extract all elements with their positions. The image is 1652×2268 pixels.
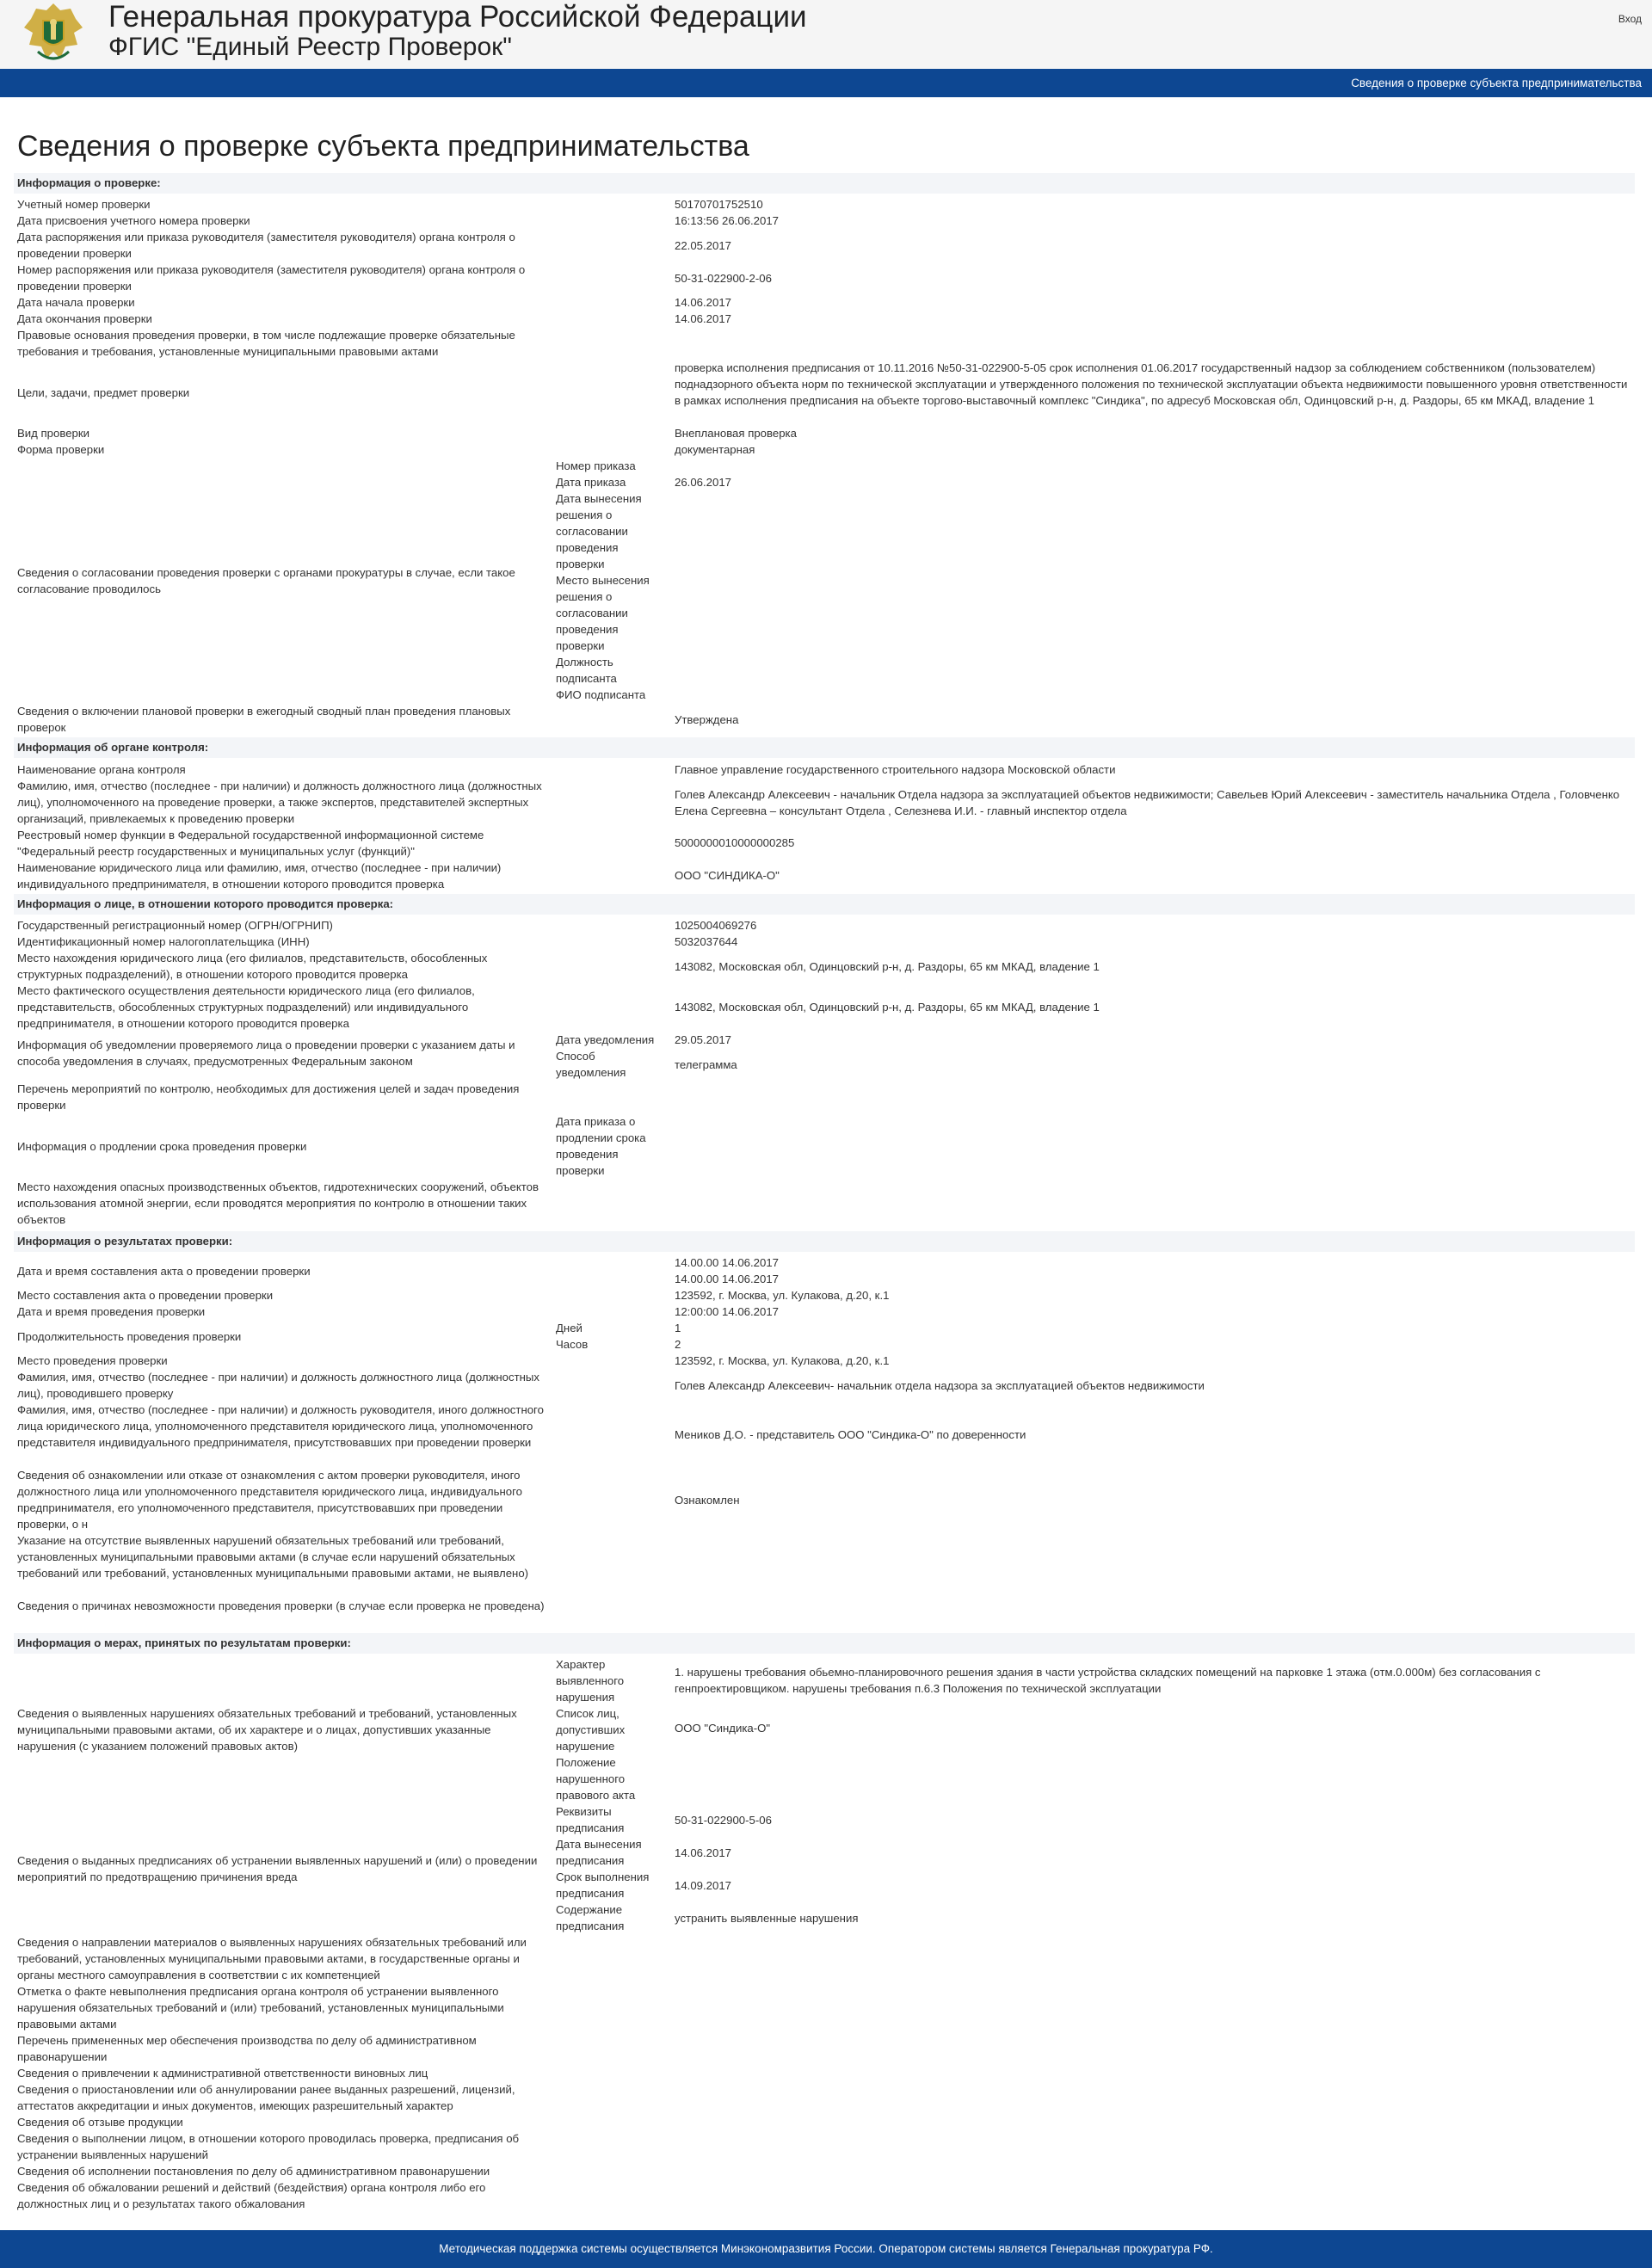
subfield-label: Содержание предписания — [556, 1903, 625, 1932]
field-row — [0, 934, 1652, 950]
field-label: Сведения об исполнении постановления по делу об административном правонарушении — [17, 2165, 490, 2178]
field-row — [0, 1369, 1652, 1402]
subfield-value: 14.06.2017 — [675, 1846, 732, 1859]
field-value: 123592, г. Москва, ул. Кулакова, д.20, к.1 — [675, 1354, 890, 1367]
field-label: Перечень мероприятий по контролю, необходимых для достижения целей и задач проведения проверки — [17, 1082, 520, 1112]
field-value: 1025004069276 — [675, 919, 757, 932]
field-label: Сведения о выявленных нарушениях обязательных требований и требований, установленных муниципальными правовыми актами, об их характере и о лицах, допустивших указанные нарушения (с указанием положений правовых актов) — [17, 1707, 517, 1753]
field-row — [0, 917, 1652, 934]
field-row — [0, 360, 1652, 425]
field-label: Информация о продлении срока проведения проверки — [17, 1139, 307, 1153]
field-label: Учетный номер проверки — [17, 198, 151, 211]
section-header-subject: Информация о лице, в отношении которого проводится проверка: — [14, 894, 1635, 915]
field-value: Голев Александр Алексеевич- начальник отдела надзора за эксплуатацией объектов недвижимости — [675, 1378, 1205, 1392]
subfield-value: 50-31-022900-5-06 — [675, 1813, 772, 1827]
field-label: Наименование органа контроля — [17, 763, 186, 776]
field-value: 14.00.00 14.06.2017 — [675, 1256, 779, 1269]
field-label: Продолжительность проведения проверки — [17, 1329, 242, 1343]
field-value: Голев Александр Алексеевич - начальник Отдела надзора за эксплуатацией объектов недвижимости; Савельев Юрий Алексеевич - заместитель начальника Отдела , Головченко Елена Сергеевна – консультант Отдела , Селезнева И.И. - главный инспектор отдела — [675, 787, 1620, 817]
field-label: Сведения об ознакомлении или отказе от ознакомления с актом проверки руководителя, иного должностного лица или уполномоченного представителя юридического лица, индивидуального предпринимателя, его уполномоченного представителя, присутствовавших при проведении проверки, о н — [17, 1469, 522, 1531]
field-label: Сведения об обжаловании решений и действий (бездействия) органа контроля либо его должностных лиц и о результатах такого обжалования — [17, 2181, 486, 2210]
field-row — [0, 950, 1652, 983]
field-row — [0, 1113, 1652, 1179]
field-row — [0, 778, 1652, 827]
org-title: Генеральная прокуратура Российской Федерации — [108, 0, 807, 34]
field-label: Сведения об отзыве продукции — [17, 2116, 183, 2129]
field-row — [0, 1303, 1652, 1320]
field-label: Сведения о направлении материалов о выявленных нарушениях обязательных требований или требований, установленных муниципальными правовыми актами, в государственные органы и органы местного самоуправления в соответствии с их компетенцией — [17, 1936, 527, 1981]
subfield-value: устранить выявленные нарушения — [675, 1911, 859, 1925]
field-row — [0, 229, 1652, 262]
field-label: Фамилию, имя, отчество (последнее - при наличии) и должность должностного лица (должностных лиц), уполномоченного на проведение проверки, а также экспертов, представителей экспертных организаций, привлекаемых к проведению проверки — [17, 780, 542, 825]
subfield-row — [0, 1048, 1652, 1081]
field-row — [0, 1254, 1652, 1287]
field-label: Перечень примененных мер обеспечения производства по делу об административном правонарушении — [17, 2034, 477, 2063]
field-row — [0, 1467, 1652, 1532]
page-title: Сведения о проверке субъекта предпринимательства — [17, 130, 749, 163]
subfield-row — [0, 1032, 1652, 1048]
subfield-row — [0, 687, 1652, 703]
field-value: Ознакомлен — [675, 1493, 740, 1507]
field-label: Номер распоряжения или приказа руководителя (заместителя руководителя) органа контроля о проведении проверки — [17, 263, 526, 293]
field-label: Сведения о выполнении лицом, в отношении которого проводилась проверка, предписания об устранении выявленных нарушений — [17, 2132, 520, 2161]
field-row — [0, 860, 1652, 892]
field-value: документарная — [675, 443, 755, 456]
subfield-label: Реквизиты предписания — [556, 1805, 625, 1834]
subfield-value: 29.05.2017 — [675, 1033, 732, 1046]
field-row — [0, 1287, 1652, 1303]
subfield-value: телеграмма — [675, 1057, 737, 1071]
subfield-row — [0, 1803, 1652, 1836]
subfield-label: Характер выявленного нарушения — [556, 1658, 625, 1704]
nav-bar — [0, 69, 1652, 97]
field-value: 16:13:56 26.06.2017 — [675, 214, 779, 227]
field-row — [0, 294, 1652, 311]
field-label: Сведения о причинах невозможности проведения проверки (в случае если проверка не проведена) — [17, 1599, 545, 1612]
field-value: 5032037644 — [675, 935, 738, 948]
section-header-results: Информация о результатах проверки: — [14, 1231, 1635, 1252]
field-row — [0, 441, 1652, 458]
site-footer: Методическая поддержка системы осуществляется Минэкономразвития России. Оператором системы является Генеральная прокуратура РФ. — [0, 2230, 1652, 2268]
subfield-label: ФИО подписанта — [556, 688, 646, 701]
field-value: Внеплановая проверка — [675, 427, 797, 440]
field-row — [0, 2130, 1652, 2163]
field-label: Фамилия, имя, отчество (последнее - при наличии) и должность должностного лица (должностных лиц), проводившего проверку — [17, 1371, 539, 1400]
field-value: 5000000010000000285 — [675, 836, 795, 849]
subfield-row — [0, 458, 1652, 474]
subfield-row — [0, 1901, 1652, 1934]
field-value: 123592, г. Москва, ул. Кулакова, д.20, к.1 — [675, 1289, 890, 1302]
field-value: 14.00.00 14.06.2017 — [675, 1273, 779, 1285]
field-row — [0, 1353, 1652, 1369]
field-row — [0, 1934, 1652, 1983]
field-row — [0, 1402, 1652, 1467]
field-value: 50170701752510 — [675, 198, 763, 211]
field-value: 50-31-022900-2-06 — [675, 271, 772, 285]
subfield-label: Дата приказа — [556, 476, 626, 489]
field-row — [0, 262, 1652, 294]
field-row — [0, 327, 1652, 360]
field-value: Главное управление государственного строительного надзора Московской области — [675, 763, 1116, 776]
section-header-authority: Информация об органе контроля: — [14, 737, 1635, 758]
subfield-label: Дата вынесения предписания — [556, 1838, 642, 1867]
nav-link-inspection-info[interactable]: Сведения о проверке субъекта предпринимательства — [1351, 77, 1642, 89]
field-row — [0, 1532, 1652, 1598]
subfield-label: Часов — [556, 1338, 589, 1351]
field-label: Форма проверки — [17, 443, 105, 456]
login-link[interactable]: Вход — [1618, 13, 1642, 25]
field-label: Государственный регистрационный номер (ОГРН/ОГРНИП) — [17, 919, 333, 932]
field-label: Правовые основания проведения проверки, в том числе подлежащие проверке обязательные требования и требования, установленные муниципальными правовыми актами — [17, 329, 515, 358]
subfield-value: ООО "Синдика-О" — [675, 1722, 771, 1735]
field-label: Место проведения проверки — [17, 1354, 168, 1367]
field-label: Дата окончания проверки — [17, 312, 152, 325]
subfield-label: Номер приказа — [556, 459, 636, 472]
field-row — [0, 196, 1652, 213]
subfield-label: Дней — [556, 1322, 583, 1334]
subfield-row — [0, 1656, 1652, 1705]
field-value: Утверждена — [675, 712, 739, 726]
field-label: Фамилия, имя, отчество (последнее - при наличии) и должность руководителя, иного должностного лица юридического лица, уполномоченного представителя юридического лица, уполномоченного представителя индивидуального предпринимателя, присутствовавших при проведении проверки — [17, 1403, 544, 1449]
field-label: Идентификационный номер налогоплательщика (ИНН) — [17, 935, 310, 948]
subfield-row — [0, 490, 1652, 572]
prosecutor-emblem-icon — [22, 2, 84, 65]
field-label: Сведения о приостановлении или об аннулировании ранее выданных разрешений, лицензий, аттестатов аккредитации и иных документов, имеющих разрешительный характер — [17, 2083, 515, 2112]
field-value: ООО "СИНДИКА-О" — [675, 869, 780, 882]
section-header-measures: Информация о мерах, принятых по результатам проверки: — [14, 1633, 1635, 1654]
field-row — [0, 1081, 1652, 1113]
field-label: Сведения о включении плановой проверки в ежегодный сводный план проведения плановых проверок — [17, 705, 511, 734]
field-value: 22.05.2017 — [675, 238, 732, 252]
field-label: Место нахождения юридического лица (его филиалов, представительств, обособленных структурных подразделений), в отношении которого проводится проверка — [17, 952, 488, 981]
subfield-label: Должность подписанта — [556, 656, 617, 685]
field-label: Дата и время составления акта о проведении проверки — [17, 1264, 311, 1278]
field-row — [0, 2065, 1652, 2081]
field-row — [0, 1598, 1652, 1630]
field-label: Вид проверки — [17, 427, 89, 440]
field-label: Дата распоряжения или приказа руководителя (заместителя руководителя) органа контроля о проведении проверки — [17, 231, 515, 260]
subfield-label: Список лиц, допустивших нарушение — [556, 1707, 626, 1753]
field-label: Место фактического осуществления деятельности юридического лица (его филиалов, представительств, обособленных структурных подразделений) или индивидуального предпринимателя, в отношении которого проводится проверка — [17, 984, 475, 1030]
field-row — [0, 2114, 1652, 2130]
field-row — [0, 2179, 1652, 2212]
field-value: 14.06.2017 — [675, 312, 732, 325]
field-value: 143082, Московская обл, Одинцовский р-н, д. Раздоры, 65 км МКАД, владение 1 — [675, 959, 1100, 973]
field-row — [0, 425, 1652, 441]
subfield-row — [0, 1320, 1652, 1336]
subfield-row — [0, 654, 1652, 687]
subfield-row — [0, 1836, 1652, 1869]
field-label: Место нахождения опасных производственных объектов, гидротехнических сооружений, объектов использования атомной энергии, если проводятся мероприятия по контролю в отношении таких объектов — [17, 1180, 539, 1226]
subfield-row — [0, 572, 1652, 654]
field-row — [0, 311, 1652, 327]
subfield-value: 1. нарушены требования обьемно-планировочного решения здания в части устройства складских помещений на парковке 1 этажа (отм.0.000м) без согласования с генпроектировщиком. нарушены требования п.6.3 Положения по технической эксплуатации — [675, 1666, 1541, 1695]
field-row — [0, 827, 1652, 860]
field-label: Дата начала проверки — [17, 296, 135, 309]
subfield-label: Дата уведомления — [556, 1033, 655, 1046]
field-row — [0, 213, 1652, 229]
section-header-inspection: Информация о проверке: — [14, 173, 1635, 194]
subfield-value: 1 — [675, 1322, 681, 1334]
field-row — [0, 1983, 1652, 2032]
subfield-row — [0, 1336, 1652, 1353]
subfield-label: Место вынесения решения о согласовании проведения проверки — [556, 574, 650, 652]
site-header — [0, 0, 1652, 69]
field-value: проверка исполнения предписания от 10.11.2016 №50-31-022900-5-05 срок исполнения 01.06.2017 государственный надзор за соблюдением собственником (пользователем) поднадзорного объекта норм по технической эксплуатации и утвержденного положения по технической эксплуатации объекта недвижимости повышенного уровня ответственности в рамках исполнения предписания на объекте торгово-выставочный комплекс "Синдика", по адресуб Московская обл, Одинцовский р-н, д. Раздоры, 65 км МКАД, владение 1 — [675, 361, 1628, 407]
field-label: Наименование юридического лица или фамилию, имя, отчество (последнее - при наличии) индивидуального предпринимателя, в отношении которого проводится проверка — [17, 861, 502, 891]
field-label: Место составления акта о проведении проверки — [17, 1289, 274, 1302]
subfield-value: 26.06.2017 — [675, 476, 732, 489]
field-label: Дата присвоения учетного номера проверки — [17, 214, 250, 227]
subfield-value: 14.09.2017 — [675, 1878, 732, 1892]
field-value: 143082, Московская обл, Одинцовский р-н, д. Раздоры, 65 км МКАД, владение 1 — [675, 1001, 1100, 1014]
subfield-row — [0, 1869, 1652, 1901]
field-row — [0, 2032, 1652, 2065]
field-label: Сведения о согласовании проведения проверки с органами прокуратуры в случае, если такое согласование проводилось — [17, 565, 515, 595]
subfield-value: 2 — [675, 1338, 681, 1351]
subfield-label: Дата вынесения решения о согласовании проведения проверки — [556, 492, 642, 570]
field-row — [0, 761, 1652, 778]
subfield-label: Срок выполнения предписания — [556, 1870, 650, 1900]
subfield-row — [0, 1754, 1652, 1803]
field-row — [0, 703, 1652, 736]
field-label: Отметка о факте невыполнения предписания органа контроля об устранении выявленного нарушения обязательных требований и (или) требований, установленных муниципальными правовыми актами — [17, 1985, 504, 2031]
subfield-row — [0, 1705, 1652, 1754]
field-row — [0, 2163, 1652, 2179]
subfield-label: Положение нарушенного правового акта — [556, 1756, 636, 1802]
subfield-label: Способ уведомления — [556, 1050, 626, 1079]
field-value: Меников Д.О. - представитель ООО "Синдика-О" по доверенности — [675, 1427, 1026, 1441]
system-title: ФГИС "Единый Реестр Проверок" — [108, 33, 512, 61]
field-label: Сведения о привлечении к административной ответственности виновных лиц — [17, 2067, 428, 2080]
subfield-row — [0, 474, 1652, 490]
field-label: Цели, задачи, предмет проверки — [17, 385, 190, 399]
field-row — [0, 2081, 1652, 2114]
field-row — [0, 1179, 1652, 1228]
field-label: Реестровый номер функции в Федеральной государственной информационной системе "Федеральный реестр государственных и муниципальных услуг (функций)" — [17, 829, 484, 858]
subfield-label: Дата приказа о продлении срока проведения проверки — [556, 1115, 646, 1177]
field-label: Информация об уведомлении проверяемого лица о проведении проверки с указанием даты и способа уведомления в случаях, предусмотренных Федеральным законом — [17, 1038, 515, 1068]
field-label: Дата и время проведения проверки — [17, 1305, 206, 1318]
field-value: 14.06.2017 — [675, 296, 732, 309]
field-value: 12:00:00 14.06.2017 — [675, 1305, 779, 1318]
field-label: Сведения о выданных предписаниях об устранении выявленных нарушений и (или) о проведении мероприятий по предотвращению причинения вреда — [17, 1854, 538, 1883]
field-row — [0, 983, 1652, 1032]
field-label: Указание на отсутствие выявленных нарушений обязательных требований или требований, установленных муниципальными правовыми актами (в случае если нарушений обязательных требований или требований, установленных муниципальными правовыми актами, не выявлено) — [17, 1534, 529, 1580]
